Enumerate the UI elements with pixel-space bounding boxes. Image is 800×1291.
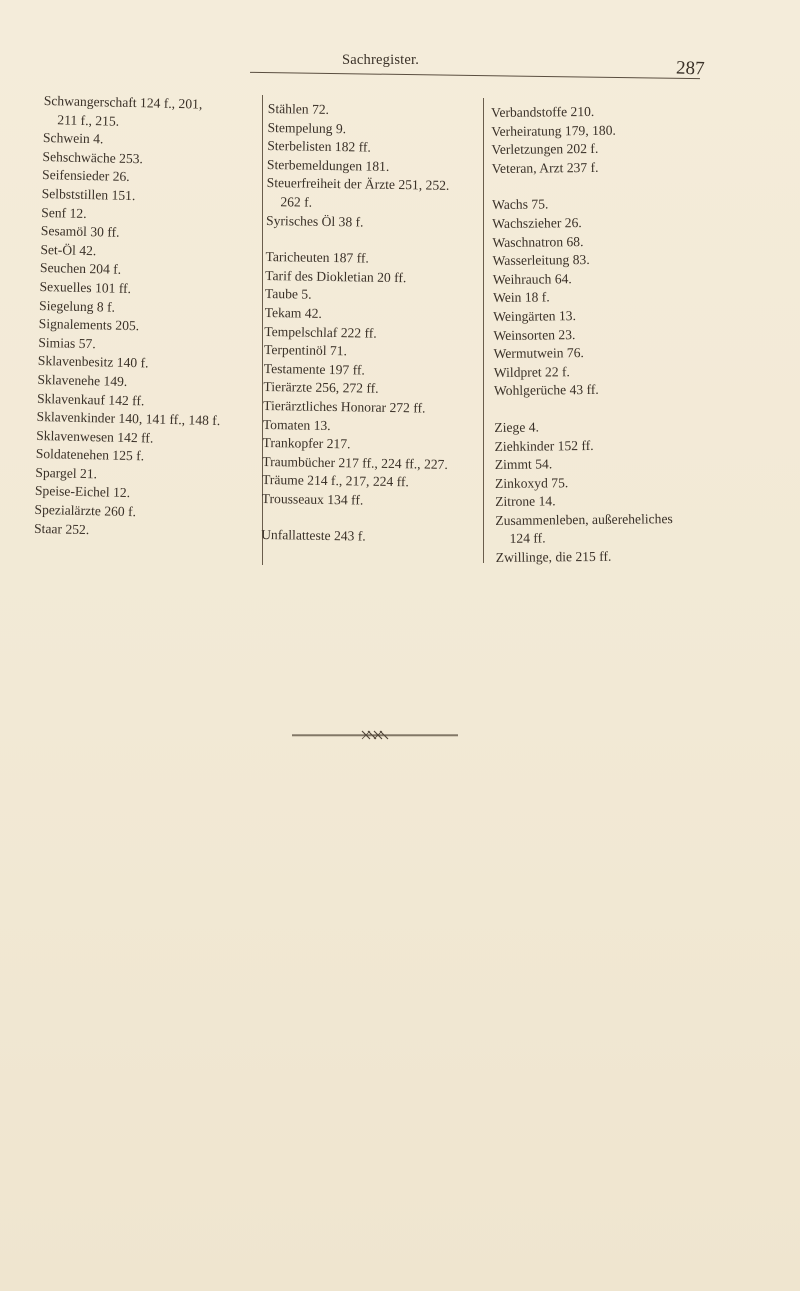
index-entry: Senf 12. [41,204,87,221]
index-entry: Taube 5. [264,286,312,303]
index-entry: Trousseaux 134 ff. [261,490,364,508]
index-entry: Weingärten 13. [493,308,577,324]
index-entry: Sklavenkauf 142 ff. [36,390,145,408]
index-entry: Träume 214 f., 217, 224 ff. [261,472,410,490]
index-entry: Tarif des Diokletian 20 ff. [265,267,407,285]
index-entry: Staar 252. [33,520,90,537]
end-ornament [292,728,458,742]
index-entry: Tempelschlaf 222 ff. [264,323,377,341]
index-entry: Terpentinöl 71. [263,342,348,359]
running-header [0,48,800,82]
index-entry: Tierärzte 256, 272 ff. [263,379,379,397]
index-entry: Unfallatteste 243 f. [261,527,366,545]
index-entry: Stempelung 9. [267,119,347,136]
index-entry: Sesamöl 30 ff. [40,223,120,240]
index-entry: Syrisches Öl 38 f. [265,212,364,230]
index-entry: Soldatenehen 125 f. [35,446,145,464]
index-entry: Steuerfreiheit der Ärzte 251, 252. [266,175,450,194]
index-entry: Verletzungen 202 f. [491,141,599,158]
header-rule [250,72,700,79]
index-entry: Schwein 4. [42,130,104,147]
index-entry: Traumbücher 217 ff., 224 ff., 227. [262,453,448,472]
index-entry: Zwillinge, die 215 ff. [495,548,612,566]
index-column-3 [491,102,702,568]
index-entry: Ziehkinder 152 ff. [494,437,594,454]
index-entry: Seuchen 204 f. [39,260,122,278]
page-number: 287 [675,57,705,80]
index-entry: Wein 18 f. [492,289,550,306]
index-entry: Wildpret 22 f. [493,363,570,380]
index-entry: Zusammenleben, außereheliches [495,510,673,528]
index-entry: Zinkoxyd 75. [494,474,569,491]
entry-gap [494,399,700,419]
index-entry: Verheiratung 179, 180. [491,122,616,139]
index-entry: Verbandstoffe 210. [491,103,595,120]
index-entry: Sexuelles 101 ff. [39,278,132,296]
index-column-2 [261,100,476,548]
column-divider-2 [483,98,484,563]
index-entry-continuation: 124 ff. [509,530,546,547]
index-entry: Ziege 4. [494,419,540,435]
index-entry: Wasserleitung 83. [492,252,590,269]
index-entry: Zimmt 54. [494,456,553,473]
index-entry: Sklavenbesitz 140 f. [37,353,149,371]
index-entry: Weihrauch 64. [492,270,572,287]
index-entry: Tomaten 13. [262,416,331,433]
index-entry-continuation: 211 f., 215. [57,111,120,129]
index-entry: Speise-Eichel 12. [34,483,131,501]
index-entry: Seifensieder 26. [41,167,130,185]
index-entry: Zitrone 14. [495,493,556,510]
index-entry: Wohlgerüche 43 ff. [493,382,599,399]
index-entry: Stählen 72. [267,100,330,117]
index-entry: Spezialärzte 260 f. [34,501,137,520]
index-entry: Taricheuten 187 ff. [265,249,370,266]
index-entry: Sterbemeldungen 181. [266,156,390,174]
index-entry: Trankopfer 217. [262,435,351,452]
index-entry-continuation: 262 f. [280,194,313,210]
index-entry: Wachszieher 26. [492,215,582,231]
index-entry: Set-Öl 42. [40,241,97,258]
index-entry: Spargel 21. [35,464,98,482]
index-entry: Sterbelisten 182 ff. [267,138,371,155]
index-entry: Tekam 42. [264,304,322,321]
index-entry: Selbststillen 151. [41,185,136,204]
entry-gap [492,176,698,196]
index-entry: Veteran, Arzt 237 f. [491,159,599,176]
index-entry: Testamente 197 ff. [263,360,366,378]
page-title: Sachregister. [342,52,420,68]
index-entry: Schwangerschaft 124 f., 201, [43,92,203,112]
index-entry: Waschnatron 68. [492,233,584,250]
index-column-1 [34,92,262,543]
index-entry: Tierärztliches Honorar 272 ff. [263,397,426,416]
index-entry: Siegelung 8 f. [38,297,116,315]
index-entry: Weinsorten 23. [493,326,576,343]
index-entry: Sklavenwesen 142 ff. [36,427,154,446]
index-entry: Simias 57. [38,334,96,351]
index-entry: Sklavenehe 149. [37,371,128,389]
index-entry: Wermutwein 76. [493,345,584,362]
index-entry: Sklavenkinder 140, 141 ff., 148 f. [36,409,221,429]
index-entry: Wachs 75. [491,196,549,213]
index-entry: Signalements 205. [38,316,140,334]
index-entry: Sehschwäche 253. [42,148,144,167]
